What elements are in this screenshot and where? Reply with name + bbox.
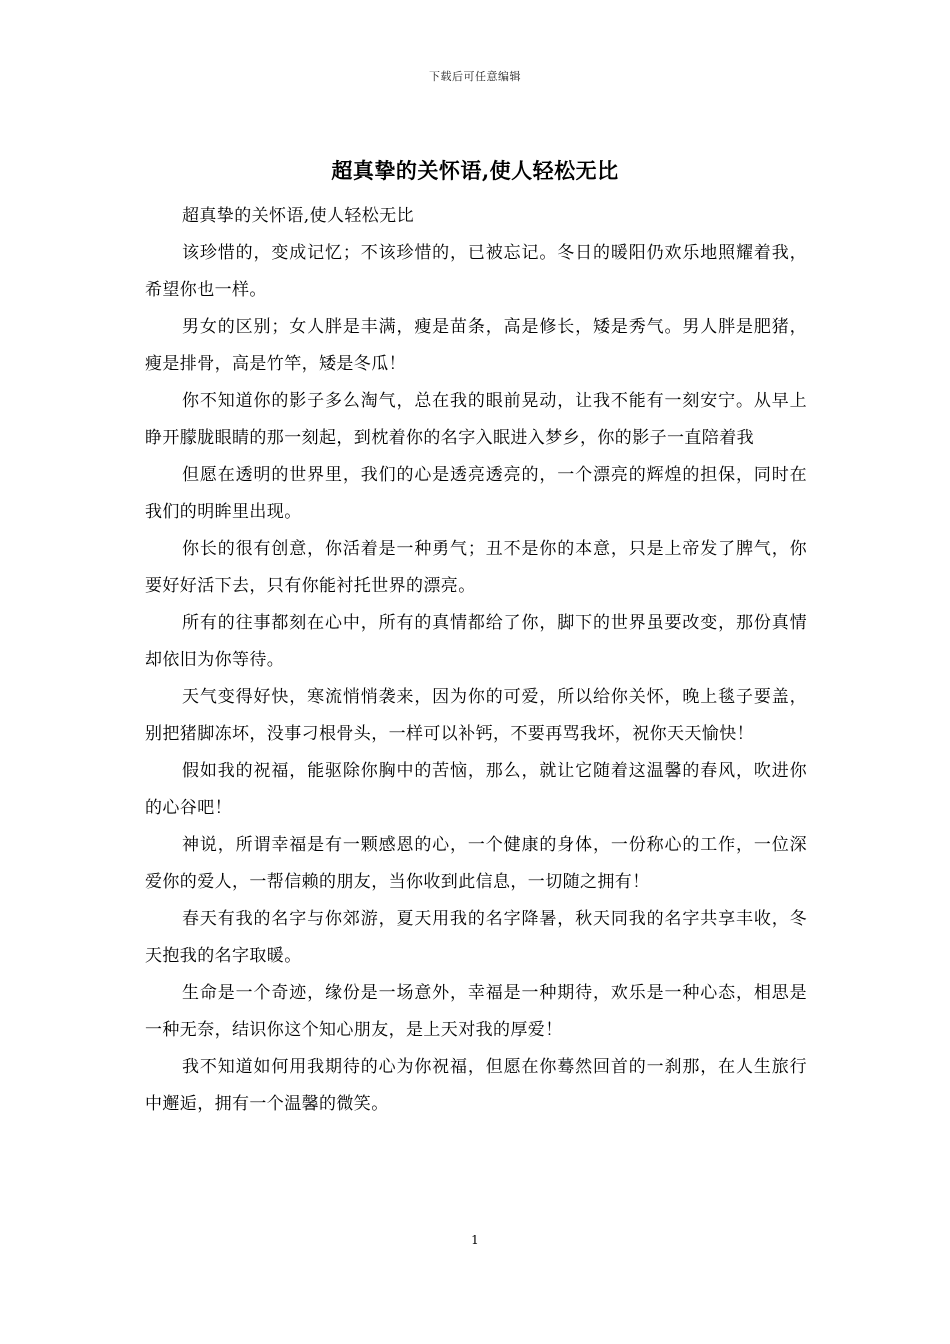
document-body xyxy=(145,198,807,1123)
paragraph: 但愿在透明的世界里，我们的心是透亮透亮的，一个漂亮的辉煌的担保，同时在我们的明眸里出现。 xyxy=(145,465,807,522)
paragraph: 该珍惜的，变成记忆；不该珍惜的，已被忘记。冬日的暖阳仍欢乐地照耀着我，希望你也一样。 xyxy=(145,243,807,300)
paragraph: 超真挚的关怀语,使人轻松无比 xyxy=(182,206,415,226)
paragraph: 假如我的祝福，能驱除你胸中的苦恼，那么，就让它随着这温馨的春风，吹进你的心谷吧！ xyxy=(145,761,807,818)
paragraph: 生命是一个奇迹，缘份是一场意外，幸福是一种期待，欢乐是一种心态，相思是一种无奈，结识你这个知心朋友，是上天对我的厚爱！ xyxy=(145,983,807,1040)
paragraph: 天气变得好快，寒流悄悄袭来，因为你的可爱，所以给你关怀，晚上毯子要盖，别把猪脚冻坏，没事刁根骨头，一样可以补钙，不要再骂我坏，祝你天天愉快！ xyxy=(145,687,807,744)
paragraph: 男女的区别；女人胖是丰满，瘦是苗条，高是修长，矮是秀气。男人胖是肥猪，瘦是排骨，高是竹竿，矮是冬瓜！ xyxy=(145,317,807,374)
paragraph: 春天有我的名字与你郊游，夏天用我的名字降暑，秋天同我的名字共享丰收，冬天抱我的名字取暖。 xyxy=(145,909,807,966)
page-number: 1 xyxy=(471,1233,479,1247)
paragraph: 你不知道你的影子多么淘气，总在我的眼前晃动，让我不能有一刻安宁。从早上睁开朦胧眼睛的那一刻起，到枕着你的名字入眠进入梦乡，你的影子一直陪着我 xyxy=(145,391,807,448)
paragraph: 所有的往事都刻在心中，所有的真情都给了你，脚下的世界虽要改变，那份真情却依旧为你等待。 xyxy=(145,613,807,670)
paragraph: 你长的很有创意，你活着是一种勇气；丑不是你的本意，只是上帝发了脾气，你要好好活下去，只有你能衬托世界的漂亮。 xyxy=(145,539,807,596)
paragraph: 我不知道如何用我期待的心为你祝福，但愿在你蓦然回首的一刹那，在人生旅行中邂逅，拥有一个温馨的微笑。 xyxy=(145,1057,807,1114)
document-title: 超真挚的关怀语,使人轻松无比 xyxy=(331,158,619,183)
paragraph: 神说，所谓幸福是有一颗感恩的心，一个健康的身体，一份称心的工作，一位深爱你的爱人，一帮信赖的朋友，当你收到此信息，一切随之拥有！ xyxy=(145,835,807,892)
header-note: 下载后可任意编辑 xyxy=(429,70,521,83)
